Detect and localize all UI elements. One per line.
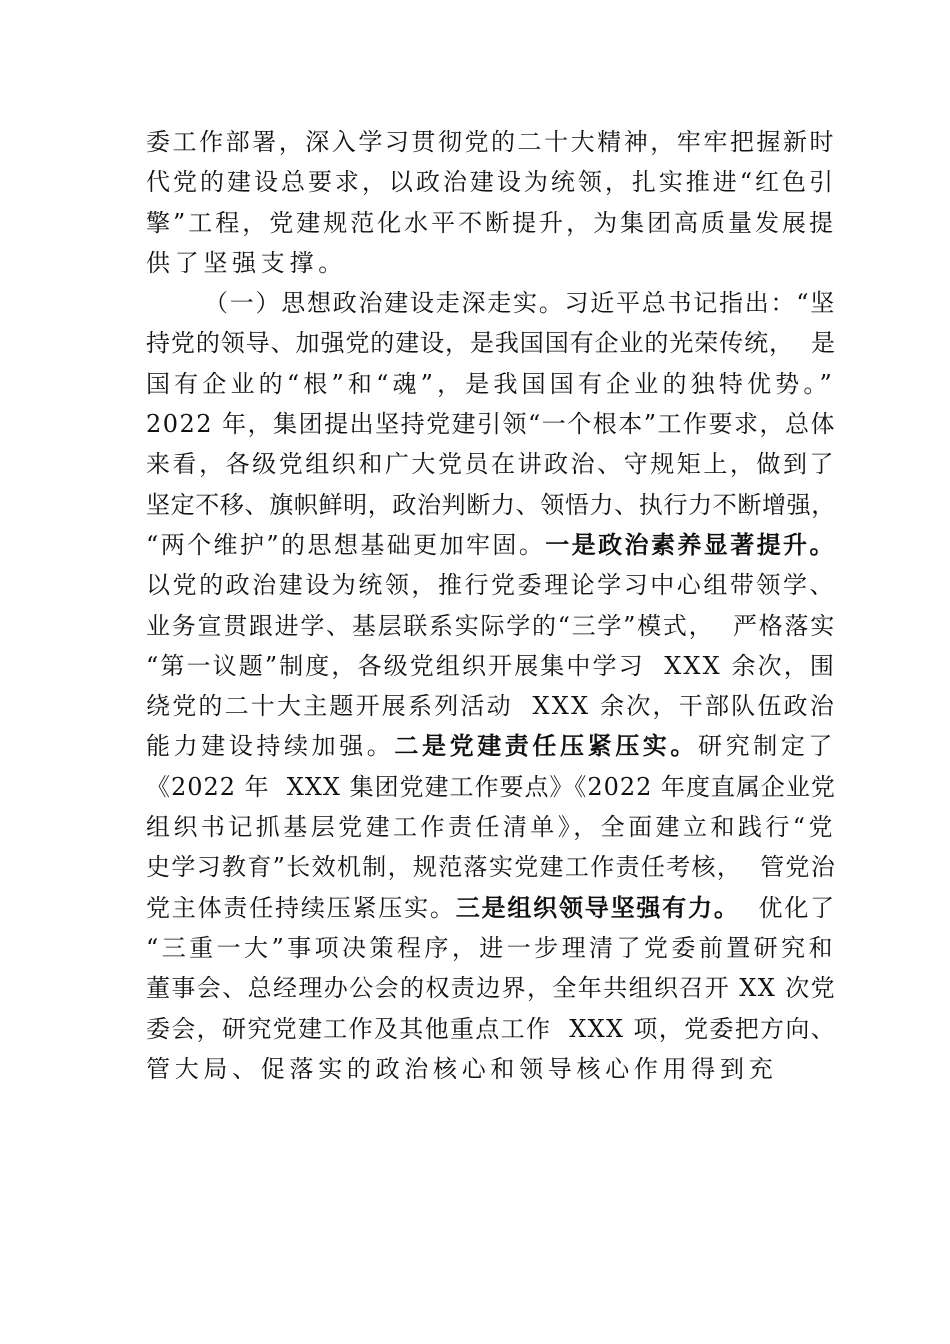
text-line bbox=[146, 404, 836, 444]
line-text: 擎”工程，党建规范化水平不断提升，为集团高质量发展提 bbox=[146, 208, 837, 237]
text-line bbox=[146, 726, 836, 766]
text-line bbox=[146, 122, 836, 162]
text-line bbox=[146, 968, 836, 1008]
line-text: （一）思想政治建设走深走实。习近平总书记指出：“坚 bbox=[204, 289, 837, 318]
text-line bbox=[146, 606, 836, 646]
text-line bbox=[146, 525, 836, 565]
line-text: 组织书记抓基层党建工作责任清单》，全面建立和践行“党 bbox=[146, 813, 836, 842]
bold-heading-text: 二是党建责任压紧压实。 bbox=[394, 732, 699, 761]
bold-heading-text: 三是组织领导坚强有力。 bbox=[455, 893, 740, 922]
text-line bbox=[146, 162, 836, 202]
line-text: 研究制定了 bbox=[698, 732, 837, 761]
line-text: 代党的建设总要求，以政治建设为统领，扎实推进“红色引 bbox=[146, 168, 837, 197]
text-line bbox=[146, 364, 836, 404]
text-line bbox=[146, 565, 836, 605]
line-text: 优化了 bbox=[739, 893, 836, 922]
text-line bbox=[146, 888, 836, 928]
text-line bbox=[146, 928, 836, 968]
text-line bbox=[146, 646, 836, 686]
text-line bbox=[146, 444, 836, 484]
line-text: 业务宣贯跟进学、基层联系实际学的“三学”模式， 严格落实 bbox=[146, 611, 836, 640]
line-text: 供了坚强支撑。 bbox=[146, 248, 347, 277]
line-text: 国有企业的“根”和“魂”，是我国国有企业的独特优势。” bbox=[146, 369, 836, 398]
text-line bbox=[146, 485, 836, 525]
line-text: 史学习教育”长效机制，规范落实党建工作责任考核， 管党治 bbox=[146, 853, 837, 882]
line-text: 持党的领导、加强党的建设，是我国国有企业的光荣传统， 是 bbox=[146, 329, 836, 358]
line-text: “三重一大”事项决策程序，进一步理清了党委前置研究和 bbox=[146, 933, 836, 962]
line-text: 坚定不移、旗帜鲜明，政治判断力、领悟力、执行力不断增强， bbox=[146, 490, 836, 519]
text-line bbox=[146, 767, 836, 807]
text-line bbox=[146, 807, 836, 847]
line-text: 2022 年，集团提出坚持党建引领“一个根本”工作要求，总体 bbox=[146, 410, 836, 439]
line-text: 绕党的二十大主题开展系列活动 XXX 余次，干部队伍政治 bbox=[146, 692, 836, 721]
line-text: 委会，研究党建工作及其他重点工作 XXX 项，党委把方向、 bbox=[146, 1014, 837, 1043]
line-text: 管大局、促落实的政治核心和领导核心作用得到充 bbox=[146, 1054, 778, 1083]
line-text: 党主体责任持续压紧压实。 bbox=[146, 893, 456, 922]
line-text: 《2022 年 XXX 集团党建工作要点》《2022 年度直属企业党 bbox=[146, 772, 836, 801]
text-line bbox=[146, 1049, 836, 1089]
text-line bbox=[146, 323, 836, 363]
text-line bbox=[146, 203, 836, 243]
line-text: 委工作部署，深入学习贯彻党的二十大精神，牢牢把握新时 bbox=[146, 128, 837, 156]
line-text: 以党的政治建设为统领，推行党委理论学习中心组带领学、 bbox=[146, 571, 837, 600]
line-text: “第一议题”制度，各级党组织开展集中学习 XXX 余次，围 bbox=[146, 651, 836, 680]
bold-heading-text: 一是政治素养显著提升。 bbox=[545, 530, 836, 559]
text-line bbox=[146, 1009, 836, 1049]
line-text: 来看，各级党组织和广大党员在讲政治、守规矩上，做到了 bbox=[146, 450, 837, 479]
line-text: 董事会、总经理办公会的权责边界，全年共组织召开 XX 次党 bbox=[146, 974, 837, 1003]
text-line bbox=[146, 686, 836, 726]
text-line bbox=[146, 283, 836, 323]
line-text: “两个维护”的思想基础更加牢固。 bbox=[146, 530, 546, 559]
text-line bbox=[146, 243, 836, 283]
line-text: 能力建设持续加强。 bbox=[146, 732, 395, 761]
body-text bbox=[146, 122, 836, 1089]
text-line bbox=[146, 847, 836, 887]
